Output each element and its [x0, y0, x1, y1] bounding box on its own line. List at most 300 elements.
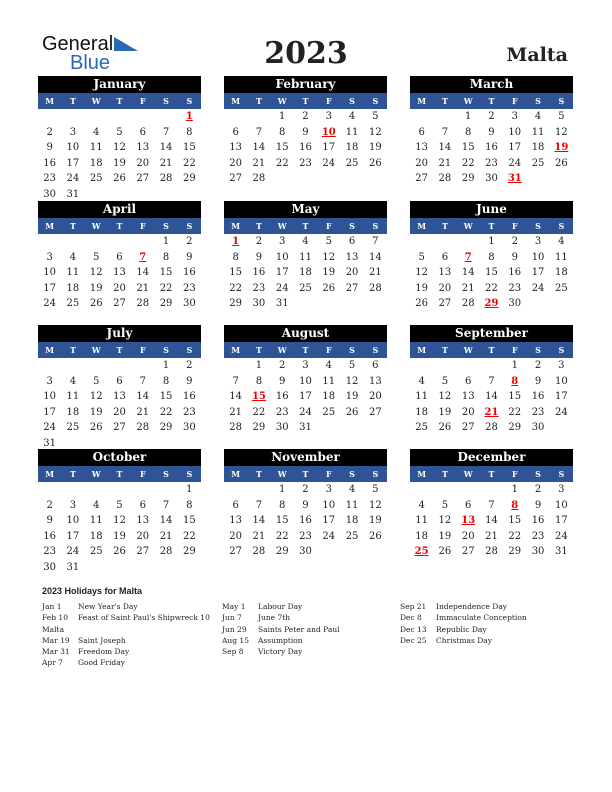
day-cell: 14 [252, 515, 266, 527]
day-cell: 26 [368, 530, 382, 542]
day-cell: 20 [461, 406, 475, 418]
day-cell: 25 [345, 530, 359, 542]
day-cell: 22 [182, 530, 196, 542]
day-cell: 26 [438, 546, 452, 558]
day-cell: 12 [415, 267, 428, 279]
day-cell: 12 [322, 251, 336, 263]
day-cell: 15 [485, 267, 498, 279]
weekday-label: W [277, 469, 287, 479]
day-cell: 23 [485, 157, 498, 169]
weekday-label: T [302, 345, 309, 355]
day-cell: 30 [182, 422, 196, 434]
weekday-label: S [535, 221, 541, 231]
weekday-label: F [139, 469, 146, 479]
day-cell: 24 [554, 530, 568, 542]
day-cell: 8 [162, 375, 170, 387]
empty-cell [85, 234, 108, 250]
day-cell: 9 [534, 499, 542, 511]
day-cell: 15 [461, 142, 475, 154]
day-cell: 3 [69, 499, 77, 511]
day-cell: 21 [136, 282, 150, 294]
day-cell: 14 [485, 391, 498, 403]
holiday-item: Dec 13 Republic Day [400, 624, 487, 634]
day-grid [410, 358, 573, 436]
day-cell: 14 [229, 391, 242, 403]
holiday-item: Jan 1 New Year's Day [42, 602, 138, 611]
day-cell: 15 [182, 515, 196, 527]
day-cell: 20 [345, 267, 359, 279]
month-february [224, 76, 387, 187]
day-cell: 14 [159, 142, 173, 154]
weekday-header [410, 218, 573, 234]
weekday-label: T [255, 345, 262, 355]
day-cell: 4 [534, 111, 542, 122]
day-cell: 2 [488, 111, 495, 122]
day-cell: 5 [558, 111, 565, 122]
day-cell: 4 [302, 236, 309, 247]
holiday-column [42, 601, 210, 669]
day-cell: 13 [438, 267, 452, 279]
empty-cell [38, 358, 61, 374]
holiday-day: 15 [251, 391, 266, 403]
holiday-day: 29 [484, 298, 499, 310]
day-cell: 28 [159, 546, 173, 558]
weekday-label: W [91, 221, 101, 231]
day-cell: 18 [89, 530, 103, 542]
day-cell: 15 [275, 515, 289, 527]
day-cell: 27 [229, 546, 242, 558]
month-june [410, 201, 573, 312]
day-cell: 17 [554, 391, 568, 403]
holiday-item: May 1 Labour Day [222, 602, 303, 611]
day-cell: 27 [438, 298, 452, 310]
empty-cell [480, 482, 503, 498]
day-cell: 3 [69, 126, 77, 138]
day-cell: 24 [322, 157, 336, 169]
day-cell: 14 [136, 267, 150, 279]
day-cell: 25 [299, 282, 312, 294]
weekday-label: S [535, 469, 541, 479]
day-cell: 5 [441, 375, 449, 387]
day-cell: 7 [162, 126, 170, 138]
weekday-label: M [45, 345, 55, 355]
empty-cell [410, 234, 433, 250]
weekday-label: S [186, 221, 193, 231]
empty-cell [108, 358, 131, 374]
day-cell: 17 [43, 282, 56, 294]
empty-cell [85, 482, 108, 498]
day-cell: 1 [488, 236, 495, 247]
day-cell: 27 [136, 546, 150, 558]
day-cell: 13 [229, 142, 242, 154]
day-cell: 12 [345, 375, 359, 387]
weekday-header [38, 466, 201, 482]
day-cell: 8 [186, 126, 193, 138]
weekday-label: S [163, 221, 169, 231]
weekday-header [224, 342, 387, 358]
day-cell: 29 [252, 422, 266, 434]
day-cell: 18 [66, 282, 80, 294]
month-november [224, 449, 387, 560]
day-cell: 23 [299, 157, 312, 169]
day-cell: 1 [511, 360, 518, 371]
day-cell: 27 [113, 422, 126, 434]
day-cell: 4 [348, 484, 356, 495]
weekday-header [410, 466, 573, 482]
day-cell: 3 [302, 360, 309, 371]
day-cell: 17 [508, 142, 522, 154]
day-cell: 18 [554, 267, 568, 279]
day-cell: 8 [279, 499, 286, 511]
holiday-day: 8 [511, 375, 519, 387]
day-cell: 18 [322, 391, 336, 403]
day-cell: 2 [302, 484, 309, 495]
day-grid [224, 358, 387, 436]
weekday-label: F [139, 221, 146, 231]
weekday-label: W [91, 469, 101, 479]
day-cell: 19 [89, 406, 103, 418]
day-cell: 14 [252, 142, 266, 154]
day-cell: 12 [438, 515, 452, 527]
day-cell: 19 [415, 282, 428, 294]
day-cell: 2 [534, 360, 542, 371]
day-cell: 11 [322, 375, 336, 387]
day-cell: 24 [66, 546, 80, 558]
day-cell: 18 [345, 142, 359, 154]
day-cell: 25 [66, 422, 80, 434]
day-cell: 26 [438, 422, 452, 434]
day-cell: 20 [136, 157, 150, 169]
day-cell: 16 [531, 391, 545, 403]
day-cell: 21 [136, 406, 150, 418]
day-cell: 15 [275, 142, 289, 154]
day-cell: 10 [275, 251, 289, 263]
day-cell: 30 [43, 561, 56, 573]
day-cell: 21 [159, 530, 173, 542]
day-cell: 25 [531, 157, 545, 169]
day-cell: 24 [299, 406, 312, 418]
day-cell: 21 [461, 282, 475, 294]
empty-cell [433, 234, 456, 250]
empty-cell [131, 234, 154, 250]
day-cell: 1 [279, 111, 286, 122]
holiday-day: 10 [321, 126, 336, 138]
empty-cell [38, 109, 61, 125]
month-title: March [410, 76, 573, 93]
day-cell: 7 [372, 236, 379, 247]
weekday-label: M [231, 221, 241, 231]
day-cell: 21 [368, 267, 382, 279]
day-cell: 1 [465, 111, 472, 122]
weekday-label: M [231, 469, 241, 479]
day-cell: 14 [438, 142, 452, 154]
weekday-label: W [91, 96, 101, 106]
day-cell: 14 [159, 515, 173, 527]
weekday-label: W [277, 345, 287, 355]
weekday-header [38, 218, 201, 234]
day-cell: 18 [415, 406, 428, 418]
day-cell: 28 [438, 173, 452, 185]
month-july [38, 325, 201, 452]
weekday-label: S [372, 221, 379, 231]
day-cell: 31 [66, 188, 80, 200]
day-cell: 14 [136, 391, 150, 403]
day-cell: 21 [485, 530, 498, 542]
holiday-day: 19 [554, 142, 569, 154]
day-cell: 6 [465, 499, 472, 511]
weekday-label: T [302, 96, 309, 106]
day-cell: 6 [139, 499, 146, 511]
month-december [410, 449, 573, 560]
day-cell: 7 [162, 499, 170, 511]
holiday-day: 25 [414, 546, 429, 558]
day-cell: 28 [159, 173, 173, 185]
day-cell: 26 [415, 298, 428, 310]
day-cell: 9 [279, 375, 286, 387]
weekday-label: W [463, 469, 473, 479]
day-cell: 3 [558, 484, 565, 495]
day-cell: 23 [508, 282, 522, 294]
day-cell: 12 [368, 126, 382, 138]
day-cell: 25 [89, 173, 103, 185]
weekday-label: W [91, 345, 101, 355]
empty-cell [410, 109, 433, 125]
day-cell: 21 [159, 157, 173, 169]
empty-cell [433, 109, 456, 125]
day-cell: 9 [186, 375, 193, 387]
holiday-column [222, 601, 340, 657]
empty-cell [85, 358, 108, 374]
weekday-label: T [302, 469, 309, 479]
day-cell: 23 [531, 406, 545, 418]
day-cell: 13 [415, 142, 428, 154]
empty-cell [38, 234, 61, 250]
day-cell: 18 [66, 406, 80, 418]
day-cell: 28 [136, 422, 150, 434]
day-cell: 12 [89, 267, 103, 279]
day-cell: 11 [89, 142, 103, 154]
weekday-label: S [163, 96, 169, 106]
day-cell: 8 [162, 251, 170, 263]
weekday-label: T [255, 96, 262, 106]
weekday-label: S [372, 469, 379, 479]
day-cell: 3 [511, 111, 518, 122]
day-cell: 24 [66, 173, 80, 185]
day-cell: 25 [554, 282, 568, 294]
empty-cell [61, 234, 84, 250]
day-cell: 23 [252, 282, 266, 294]
day-cell: 19 [368, 142, 382, 154]
empty-cell [224, 358, 247, 374]
day-cell: 20 [229, 157, 242, 169]
day-cell: 2 [186, 360, 193, 371]
day-cell: 29 [508, 546, 522, 558]
day-cell: 27 [113, 298, 126, 310]
weekday-label: T [441, 345, 448, 355]
holiday-day: 7 [139, 251, 147, 263]
day-cell: 22 [159, 282, 173, 294]
day-cell: 26 [345, 406, 359, 418]
day-cell: 1 [162, 360, 170, 371]
month-title: January [38, 76, 201, 93]
day-cell: 16 [43, 530, 56, 542]
holiday-day: 1 [232, 236, 240, 247]
day-cell: 7 [488, 499, 495, 511]
empty-cell [108, 234, 131, 250]
day-cell: 27 [368, 406, 382, 418]
month-may [224, 201, 387, 312]
day-cell: 5 [372, 484, 379, 495]
day-cell: 13 [136, 515, 150, 527]
weekday-label: S [558, 96, 565, 106]
empty-cell [433, 358, 456, 374]
weekday-label: W [463, 345, 473, 355]
day-cell: 8 [465, 126, 472, 138]
day-cell: 7 [488, 375, 495, 387]
day-cell: 2 [186, 236, 193, 247]
day-cell: 4 [558, 236, 565, 247]
day-cell: 11 [66, 267, 80, 279]
weekday-header [38, 93, 201, 109]
day-cell: 19 [322, 267, 336, 279]
day-cell: 4 [418, 375, 425, 387]
day-cell: 10 [322, 499, 336, 511]
holiday-day: 31 [507, 173, 522, 185]
day-cell: 5 [441, 499, 449, 511]
day-cell: 7 [232, 375, 239, 387]
weekday-label: M [417, 345, 427, 355]
day-cell: 11 [299, 251, 312, 263]
day-cell: 23 [182, 406, 196, 418]
holiday-day: 8 [511, 499, 519, 511]
day-cell: 5 [418, 251, 425, 263]
day-cell: 5 [116, 126, 123, 138]
day-cell: 3 [279, 236, 286, 247]
day-cell: 4 [69, 251, 77, 263]
day-cell: 3 [534, 236, 542, 247]
day-cell: 18 [299, 267, 312, 279]
weekday-label: S [186, 469, 193, 479]
weekday-label: S [186, 345, 193, 355]
day-cell: 19 [113, 530, 126, 542]
empty-cell [457, 358, 480, 374]
weekday-label: F [325, 221, 332, 231]
day-cell: 17 [531, 267, 545, 279]
day-cell: 1 [162, 236, 170, 247]
weekday-label: T [116, 221, 123, 231]
day-cell: 9 [302, 499, 309, 511]
day-cell: 3 [46, 251, 53, 263]
day-cell: 22 [275, 157, 289, 169]
month-august [224, 325, 387, 436]
day-cell: 23 [299, 530, 312, 542]
empty-cell [154, 482, 177, 498]
empty-cell [224, 482, 247, 498]
day-cell: 10 [508, 126, 522, 138]
day-cell: 19 [438, 406, 452, 418]
day-cell: 6 [465, 375, 472, 387]
weekday-label: S [349, 469, 355, 479]
weekday-label: T [488, 345, 495, 355]
month-title: April [38, 201, 201, 218]
weekday-label: T [69, 345, 76, 355]
day-cell: 13 [113, 267, 126, 279]
day-grid [38, 234, 201, 312]
day-cell: 15 [182, 142, 196, 154]
day-cell: 21 [438, 157, 452, 169]
day-cell: 28 [461, 298, 475, 310]
day-grid [224, 109, 387, 187]
day-cell: 10 [43, 267, 56, 279]
holiday-item: Jun 29 Saints Peter and Paul [222, 624, 340, 634]
day-cell: 17 [43, 406, 56, 418]
day-cell: 24 [531, 282, 545, 294]
day-cell: 17 [322, 515, 336, 527]
day-cell: 6 [441, 251, 449, 263]
day-cell: 29 [159, 298, 173, 310]
day-cell: 23 [275, 406, 289, 418]
day-cell: 28 [485, 546, 498, 558]
logo-blue: Blue [70, 52, 111, 74]
holiday-item: Sep 21 Independence Day [400, 602, 507, 611]
empty-cell [247, 109, 270, 125]
weekday-header [224, 93, 387, 109]
day-cell: 15 [229, 267, 242, 279]
day-cell: 21 [229, 406, 242, 418]
day-cell: 19 [368, 515, 382, 527]
day-cell: 12 [89, 391, 103, 403]
day-cell: 22 [508, 406, 522, 418]
day-cell: 9 [488, 126, 495, 138]
day-cell: 19 [438, 530, 452, 542]
weekday-label: M [45, 221, 55, 231]
day-cell: 15 [159, 267, 173, 279]
day-cell: 4 [93, 499, 100, 511]
day-cell: 28 [485, 422, 498, 434]
weekday-label: W [463, 221, 473, 231]
weekday-label: S [349, 96, 355, 106]
weekday-label: F [511, 345, 518, 355]
day-cell: 27 [345, 282, 359, 294]
day-cell: 16 [182, 391, 196, 403]
day-cell: 28 [252, 546, 266, 558]
empty-cell [38, 482, 61, 498]
day-cell: 4 [418, 499, 425, 511]
holiday-day: 1 [185, 111, 193, 122]
empty-cell [85, 109, 108, 125]
weekday-label: T [69, 221, 76, 231]
empty-cell [433, 482, 456, 498]
day-cell: 15 [508, 515, 522, 527]
day-grid [410, 482, 573, 560]
day-cell: 10 [554, 499, 568, 511]
country-label: Malta [506, 44, 568, 66]
day-grid [38, 358, 201, 452]
weekday-label: T [441, 96, 448, 106]
weekday-label: W [463, 96, 473, 106]
weekday-label: S [372, 345, 379, 355]
day-cell: 16 [508, 267, 522, 279]
day-cell: 24 [43, 422, 56, 434]
day-cell: 31 [299, 422, 312, 434]
day-cell: 24 [554, 406, 568, 418]
day-cell: 20 [113, 406, 126, 418]
day-cell: 2 [511, 236, 518, 247]
day-cell: 25 [66, 298, 80, 310]
day-cell: 1 [279, 484, 286, 495]
day-cell: 10 [66, 515, 80, 527]
day-cell: 2 [255, 236, 263, 247]
